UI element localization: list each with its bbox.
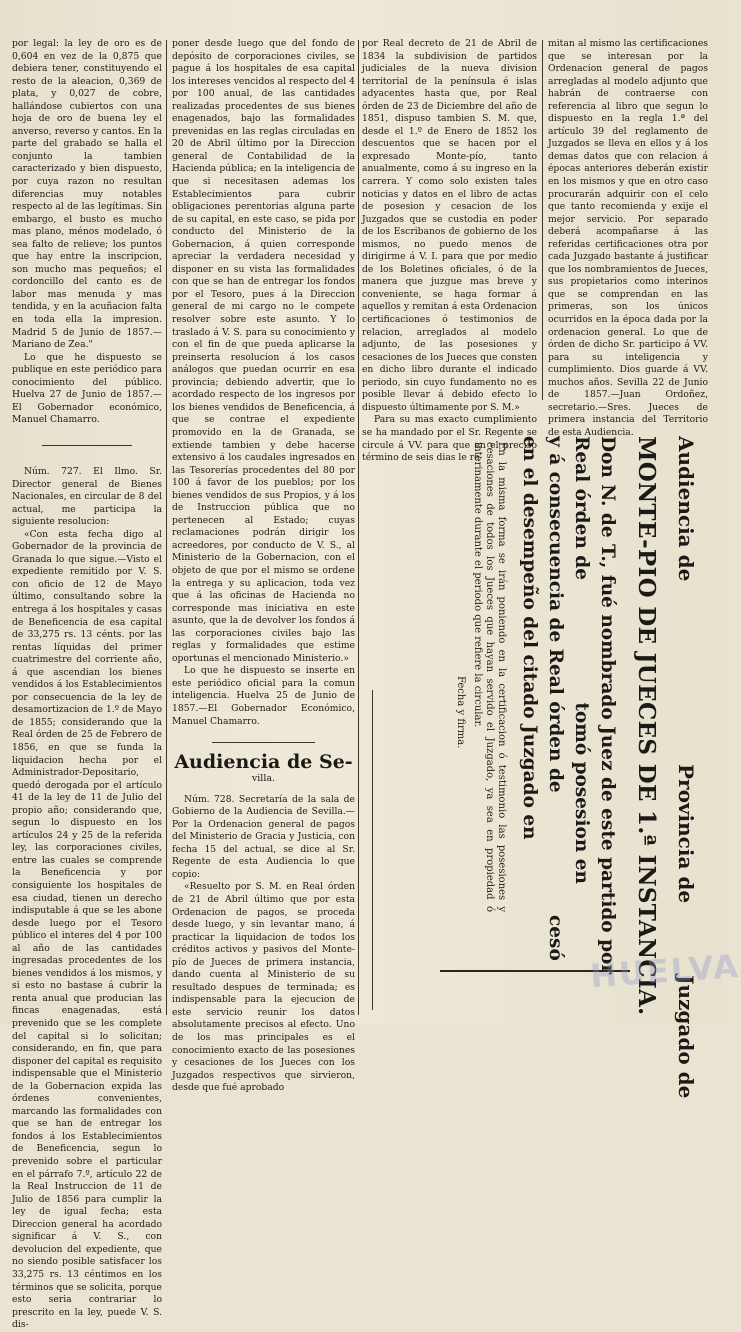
form-note: En la misma forma se irán poniendo en la certificacion ó testimonio las posesiones y cesaciones de todos los Jueces que hayan servido el Juzgado, ya sea en propiedad ó interinamente durante el periodo que refiere la circular.: [472, 442, 507, 912]
column-rule: [166, 40, 167, 1015]
column-1: [12, 38, 162, 1331]
col1-paragraph-3: Núm. 727. El Ilmo. Sr. Director general de Bienes Nacionales, en circular de 8 del actual, me participa la siguiente resolucion:: [12, 465, 162, 528]
form-header-provincia: [674, 764, 698, 1098]
form-line-4: en el desempeño del citado Juzgado en: [519, 436, 540, 840]
model-certificate-form: [430, 436, 700, 1099]
form-header-provincia-label: Provincia de: [674, 764, 698, 904]
col1-paragraph-4: «Con esta fecha digo al Gobernador de la provincia de Granada lo que sigue.—Visto el expediente remitido por V. S. con oficio de 12 de Mayo último, consultando sobre la entrega á los hospitales y casas de Beneficencia de esa capital de 33,275 rs. 13 cénts. por las rentas líquidas del primer cuatrimestre del corriente año, á que ascendian los bienes vendidos á los Establecimientos por consecuencia de la ley de desamortizacion de 1.º de Mayo de 1855; considerando que la Real órden de 25 de Febrero de 1856, en que se funda la liquidacion hecha por el Administrador-Depositario, quedó derogada por el artículo 41 de la ley de 11 de Julio del propio año; considerando que, segun lo dispuesto en los artículos 24 y 25 de la referida ley, las corporaciones civiles, entre las cuales se comprende la Beneficencia y por consiguiente los hospitales de esa ciudad, tienen un derecho indisputable á que se les abone desde luego por el Tesoro público el interes del 4 por 100 al año de las cantidades ingresadas procedentes de los bienes vendidos á los mismos, y si esto no bastase á cubrir la renta anual que producian las fincas enagenadas, está prevenido que se les complete del capital si lo solicitan; considerando, en fin, que para disponer del capital es requisito indispensable que el Ministerio de la Gobernacion expida las órdenes convenientes, marcando las formalidades con que se han de entregar los fondos á los Establecimientos de Beneficencia, segun lo prevenido sobre el particular en el párrafo 7.º, artículo 22 de la Real Instruccion de 11 de Julio de 1856 para cumplir la ley de igual fecha; esta Direccion general ha acordado significar á V. S., con devolucion del expediente, que no siendo posible satisfacer los 33,275 rs. 13 céntimos en los términos que se solicita, porque esto seria contrariar lo prescrito en la ley, puede V. S. dis-: [12, 528, 162, 1331]
separator-rule: [212, 742, 315, 743]
form-title: MONTE-PIO DE JUECES DE 1.ª INSTANCIA.: [633, 436, 660, 1016]
column-rule: [358, 40, 359, 1015]
col3-paragraph-2: Para su mas exacto cumplimiento se ha mandado por el Sr. Regente se circule á VV. para que en el preciso término de seis dias le re-: [362, 414, 537, 464]
col2-paragraph-2: Lo que he dispuesto se inserte en este periódico oficial para la comun inteligencia. Huelva 25 de Junio de 1857.—El Gobernador Económico, Manuel Chamarro.: [172, 665, 355, 727]
col2-paragraph-4: «Resuelto por S. M. en Real órden de 21 de Abril último que por esta Ordenacion de pagos, se proceda desde luego, y sin levantar mano, á practicar la liquidacion de todos los créditos activos y pasivos del Monte-pío de Jueces de primera instancia, dando cuenta al Ministerio de su resultado despues de terminada; es indispensable para la ejecucion de este servicio reunir los datos absolutamente precisos al efecto. Uno de los mas principales es el conocimiento exacto de las posesiones y cesaciones de los Jueces con los Juzgados respectivos que sirvieron, desde que fué aprobado: [172, 881, 355, 1094]
panel-rule: [372, 690, 373, 1010]
form-line-3: y á consecuencia de Real órden de cesó: [545, 436, 566, 961]
section-heading-continuation: villa.: [251, 773, 276, 785]
column-4: [548, 38, 708, 438]
form-line-2: Real órden de tomó posesion en: [571, 436, 592, 884]
column-3: [362, 38, 537, 464]
col4-paragraph-1: mitan al mismo las certificaciones que se interesan por la Ordenacion general de pagos arregladas al modelo adjunto que habrán de contraerse con referencia al libro que segun lo dispuesto en la regla 1.ª del artículo 39 del reglamento de Juzgados se lleva en ellos y á los demas datos que con relacion á épocas anteriores deberán existir en los mismos y que en otro caso procurarán adquirir con el celo que tanto recomienda y exije el mejor servicio. Por separado deberá acompañarse á las referidas certificaciones otra por cada Juzgado bastante á justificar que los nombramientos de Jueces, sus propietarios como interinos que se comprendan en las primeras, son los únicos ocurridos en la época dada por la ordenacion general. Lo que de órden de dicho Sr. participo á VV. para su inteligencia y cumplimiento. Dios guarde á VV. muchos años. Sevilla 22 de Junio de 1857.—Juan Ordoñez, secretario.—Sres. Jueces de primera instancia del Territorio de esta Audiencia.: [548, 38, 708, 438]
separator-rule: [42, 445, 132, 446]
form-header-juzgado-label: Juzgado de: [674, 975, 698, 1099]
form-header-audiencia: Audiencia de: [674, 436, 698, 582]
col3-paragraph-1: por Real decreto de 21 de Abril de 1834 la subdivision de partidos judiciales de la nueva division territorial de la península é islas adyacentes hasta que, por Real órden de 23 de Diciembre del año de 1851, dispuso tambien S. M. que, desde el 1.º de Enero de 1852 los descuentos que se hacen por el expresado Monte-pío, tanto anualmente, como á su ingreso en la carrera. Y como solo existen tales noticias y datos en el libro de actas de posesion y cesacion de los Juzgados que se custodia en poder de los Escribanos de gobierno de los mismos, no puedo menos de dirigirme á V. I. para que por medio de los Boletines oficiales, ó de la manera que juzgue mas breve y conveniente, se haga formar á aquellos y remitan á esta Ordenacion certificaciones ó testimonios de relacion, arreglados al modelo adjunto, de las posesiones y cesaciones de los Jueces que consten en dicho libro durante el indicado periodo, sin cuyo fundamento no es posible llevar á debido efecto lo dispuesto últimamente por S. M.»: [362, 38, 537, 413]
column-rule: [542, 40, 543, 400]
column-2: [172, 38, 355, 1094]
form-line-1: Don N. de T., fué nombrado Juez de este partido por: [597, 436, 618, 975]
col2-paragraph-1: poner desde luego que del fondo de depósito de corporaciones civiles, se pague á los hospitales de esa capital los intereses vencidos al respecto del 4 por 100 anual, de las cantidades realizadas procedentes de sus bienes enagenados, bajo las formalidades prevenidas en las reglas circuladas en 20 de Abril último por la Direccion general de Contabilidad de la Hacienda pública; en la inteligencia de que si necesitasen ademas los Establecimientos para cubrir obligaciones perentorias alguna parte de su capital, en este caso, se pida por conducto del Ministerio de la Gobernacion, á quien corresponde apreciar la verdadera necesidad y disponer en su vista las formalidades con que se han de entregar los fondos por el Tesoro, pues á la Direccion general de mi cargo no le compete resolver sobre este asunto. Y lo traslado á V. S. para su conocimiento y con el fin de que pueda aplicarse la preinserta resolucion á los casos análogos que puedan ocurrir en esa provincia; debiendo advertir, que lo acordado respecto de los ingresos por los bienes vendidos de Beneficencia, á que se contrae el expediente promovido en la de Granada, se extiende tambien y debe hacerse extensivo á los caudales ingresados en las Tesorerías procedentes del 80 por 100 á favor de los pueblos; por los bienes vendidos de sus Propios, y á los de Instruccion pública que no pertenecen al Estado; cuyas reclamaciones podrán dirigir los acreedores, por conducto de V. S., al Ministerio de la Gobernacion, con el objeto de que por el mismo se ordene la entrega y su aplicacion, toda vez que á las oficinas de Hacienda no corresponde mas iniciativa en este asunto, que la de devolver los fondos á las corporaciones civiles bajo las reglas y formalidades que estime oportunas el mencionado Ministerio.»: [172, 38, 355, 664]
form-signature-line: Fecha y firma.: [455, 676, 466, 749]
col1-paragraph-1: por legal: la ley de oro es de 0,604 en vez de la 0,875 que debiera tener, constituyendo el resto de la aleacion, 0,369 de plata, y 0,027 de cobre, hallándose cubiertos con una hoja de oro de buena ley el anverso, reverso y cantos. En la parte del grabado se halla el conjunto la tambien caracterizado y bien dispuesto, por cuya razon no resultan diferencias muy notables respecto al de las legítimas. Sin embargo, el busto es mucho mas plano, ménos modelado, ó sea falto de relieve; los puntos que hay entre la inscripcion, son mucho mas pequeños; el cordoncillo del canto es de labor mas menuda y mas tendida, y en la acuñacion falta en toda ella la impresion. Madrid 5 de Junio de 1857.—Mariano de Zea.": [12, 38, 162, 351]
library-watermark: HUELVA: [588, 946, 741, 996]
col2-paragraph-3: Núm. 728. Secretaría de la sala de Gobierno de la Audiencia de Sevilla.—Por la Ordenacion general de pagos del Ministerio de Gracia y Justicia, con fecha 15 del actual, se dice al Sr. Regente de esta Audiencia lo que copio:: [172, 793, 355, 880]
col1-paragraph-2: Lo que he dispuesto se publique en este periódico para conocimiento del público. Huelva 27 de Junio de 1857.—El Gobernador económico, Manuel Chamarro.: [12, 351, 162, 426]
section-heading: Audiencia de Se-: [174, 751, 353, 774]
